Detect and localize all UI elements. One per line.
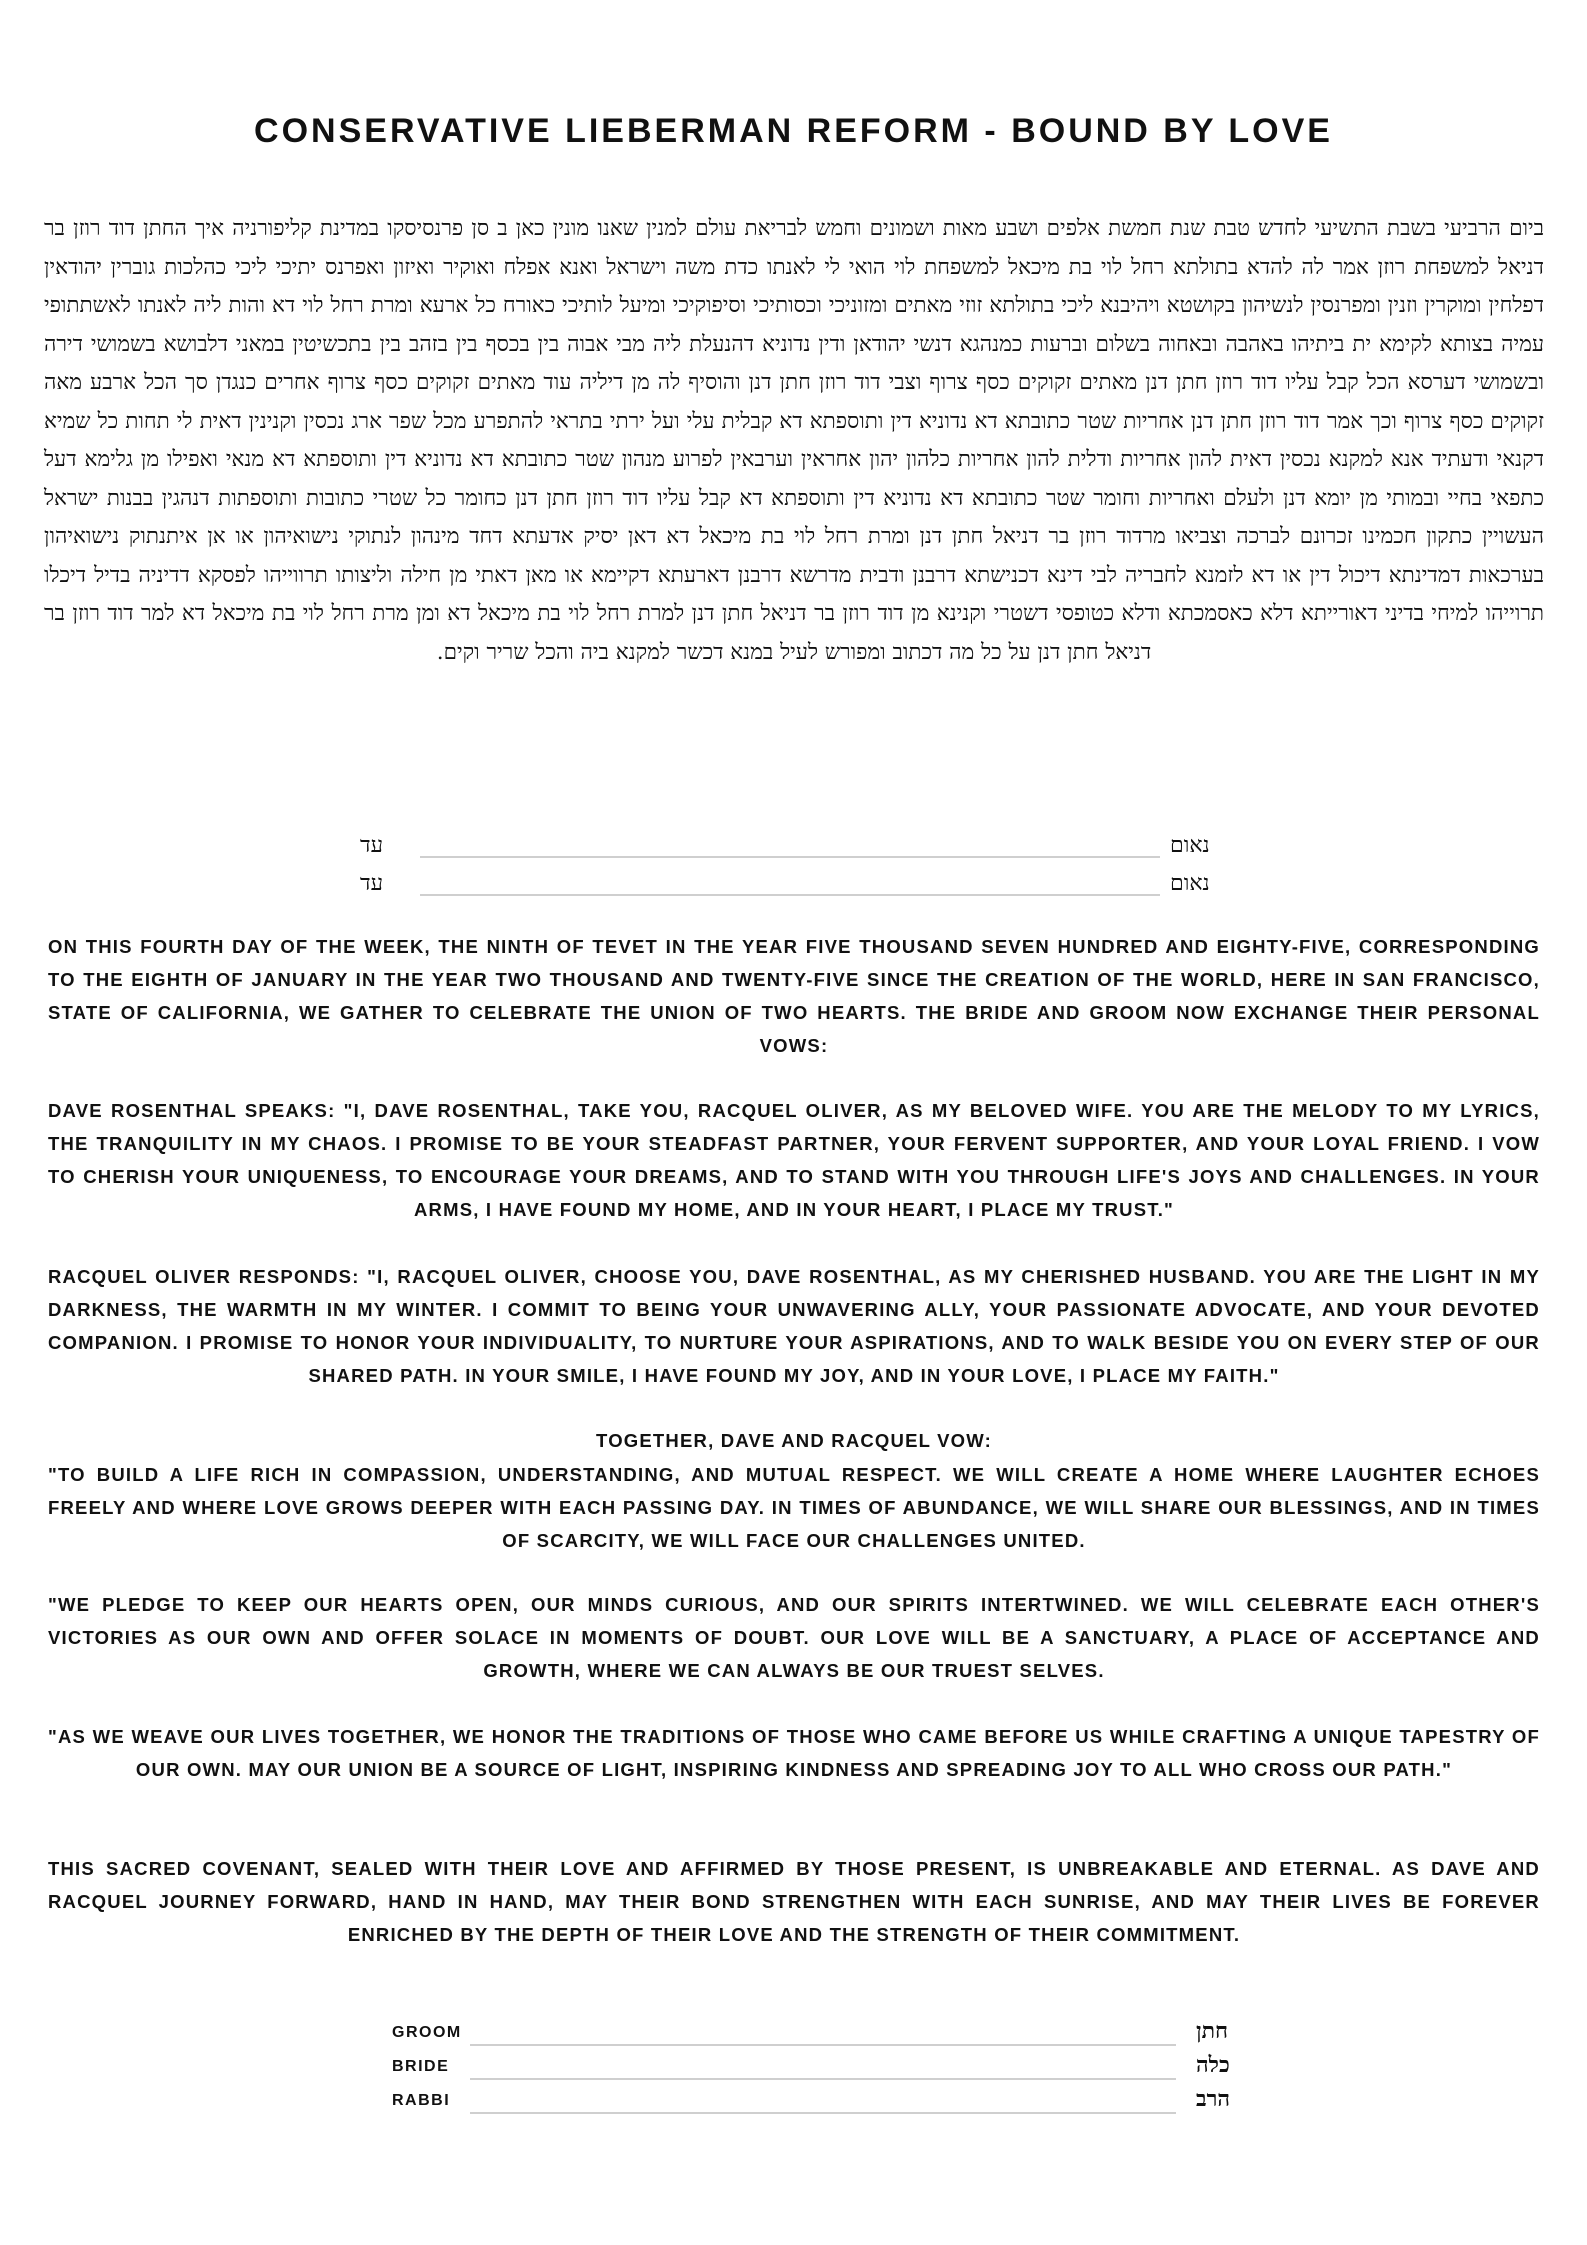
signature-label-he: כלה <box>1196 2052 1230 2078</box>
signature-label-he: חתן <box>1196 2018 1229 2044</box>
witness-label-ed: עד <box>360 871 384 896</box>
signature-groom <box>0 2016 1587 2048</box>
signature-label-he: הרב <box>1196 2086 1231 2112</box>
signature-line <box>470 2044 1176 2046</box>
signature-label-en: GROOM <box>392 2024 462 2041</box>
signature-line <box>470 2112 1176 2114</box>
hebrew-text: ביום הרביעי בשבת התשיעי לחדש טבת שנת חמשת אלפים ושבע מאות ושמונים וחמש לבריאת עולם למנין שאנו מונין כאן ב סן פרנסיסקו במדינת קליפורניה איך החתן דוד רוזן בר דניאל למשפחת רוזן אמר לה להדא בתולתא רחל לוי בת מיכאל למשפחת לוי הואי לי לאנתו כדת משה וישראל ואנא אפלח ואוקיר ואיזון ואפרנס יתיכי ליכי כהלכות גוברין יהודאין דפלחין ומוקרין וזנין ומפרנסין לנשיהון בקושטא ויהיבנא ליכי בתולתא זוזי מאתים ומזוניכי וכסותיכי וסיפוקיכי ומיעל לותיכי כאורח כל ארעא ומרת רחל לוי דא והות ליה לאנתו לאשתתופי עמיה בצותא לקימא ית ביתיהו באהבה ובאחוה בשלום וברעות כמנהגא דנשי יהודאן ודין נדוניא דהנעלת ליה מבי אבוה בין בכסף בין בזהב בין בתכשיטין במאני דלבושא בשמושי דירה ובשמושי דערסא הכל קבל עליו דוד רוזן חתן דנן מאתים זקוקים כסף צרוף וצבי דוד רוזן חתן דנן והוסיף לה מן דיליה עוד מאתים זקוקים כסף צרוף אחרים כנגדן סך הכל ארבע מאה זקוקים כסף צרוף וכך אמר דוד רוזן חתן דנן אחריות שטר כתובתא דא נדוניא דין ותוספתא דא קבלית עלי ועל ירתי בתראי להתפרע מכל שפר ארג נכסין וקנינין דאית לי תחות כל שמיא דקנאי ודעתיד אנא למקנא נכסין דאית להון אחריות ודלית להון אחריות כלהון יהון אחראין וערבאין לפרוע מנהון שטר כתובתא דא נדוניא דין ותוספתא דא מנאי ואפילו מן גלימא דעל כתפאי בחיי ובמותי מן יומא דנן ולעלם ואחריות וחומר שטר כתובתא דא נדוניא דין ותוספתא דא קבל עליו דוד רוזן חתן דנן כחומר כל שטרי כתובות ותוספתות דנהגין בבנות ישראל העשויין כתקון חכמינו זכרונם לברכה וצביאו מרדוד רוזן בר דניאל חתן דנן ומרת רחל לוי בת מיכאל דא דאן יסיק אדעתא דחד מינהון לנתוקי נישואיהון או אן איתנתוק נישואיהון בערכאות דמדינתא דיכול דין או דא לזמנא לחבריה לבי דינא דכנישתא דרבנן ודבית מדרשא דרבנן דארעתא דקיימא או מאן דאתי מן חילה וליצותו תרווייהו לפסקא דדיניה בדיל דיכלו תרוייהו למיחי בדיני דאורייתא דלא כאסמכתא ודלא כטופסי דשטרי וקנינא מן דוד רוזן בר דניאל חתן דנן למרת רחל לוי בת מיכאל דא ומן מרת רחל לוי בת מיכאל דא למר דוד רוזן בר דניאל חתן דנן על כל מה דכתוב ומפורש לעיל במנא דכשר למקנא ביה והכל שריר וקים. <box>44 216 1545 665</box>
witness-signature-line <box>420 894 1160 896</box>
dave-vow: DAVE ROSENTHAL SPEAKS: "I, DAVE ROSENTHAL, TAKE YOU, RACQUEL OLIVER, AS MY BELOVED WIFE. YOU ARE THE MELODY TO MY LYRICS, THE TRANQUILITY IN MY CHAOS. I PROMISE TO BE YOUR STEADFAST PARTNER, YOUR FERVENT SUPPORTER, AND YOUR LOYAL FRIEND. I VOW TO CHERISH YOUR UNIQUENESS, TO ENCOURAGE YOUR DREAMS, AND TO STAND WITH YOU THROUGH LIFE'S JOYS AND CHALLENGES. IN YOUR ARMS, I HAVE FOUND MY HOME, AND IN YOUR HEART, I PLACE MY TRUST." <box>48 1100 1540 1220</box>
witness-signature-line <box>420 856 1160 858</box>
signature-bride <box>0 2050 1587 2082</box>
witness-label-ed: עד <box>360 833 384 858</box>
signature-rabbi <box>0 2084 1587 2116</box>
witness-label-naom: נאום <box>1170 833 1210 858</box>
closing-paragraph: THIS SACRED COVENANT, SEALED WITH THEIR LOVE AND AFFIRMED BY THOSE PRESENT, IS UNBREAKABLE AND ETERNAL. AS DAVE AND RACQUEL JOURNEY FORWARD, HAND IN HAND, MAY THEIR BOND STRENGTHEN WITH EACH SUNRISE, AND MAY THEIR LIVES BE FOREVER ENRICHED BY THE DEPTH OF THEIR LOVE AND THE STRENGTH OF THEIR COMMITMENT. <box>48 1858 1540 1945</box>
together-vow-1: "TO BUILD A LIFE RICH IN COMPASSION, UNDERSTANDING, AND MUTUAL RESPECT. WE WILL CREATE A HOME WHERE LAUGHTER ECHOES FREELY AND WHERE LOVE GROWS DEEPER WITH EACH PASSING DAY. IN TIMES OF ABUNDANCE, WE WILL SHARE OUR BLESSINGS, AND IN TIMES OF SCARCITY, WE WILL FACE OUR CHALLENGES UNITED. <box>48 1464 1540 1551</box>
english-intro: ON THIS FOURTH DAY OF THE WEEK, THE NINTH OF TEVET IN THE YEAR FIVE THOUSAND SEVEN HUNDRED AND EIGHTY-FIVE, CORRESPONDING TO THE EIGHTH OF JANUARY IN THE YEAR TWO THOUSAND AND TWENTY-FIVE SINCE THE CREATION OF THE WORLD, HERE IN SAN FRANCISCO, STATE OF CALIFORNIA, WE GATHER TO CELEBRATE THE UNION OF TWO HEARTS. THE BRIDE AND GROOM NOW EXCHANGE THEIR PERSONAL VOWS: <box>48 936 1540 1056</box>
signature-line <box>470 2078 1176 2080</box>
signature-label-en: RABBI <box>392 2092 451 2109</box>
witness-line-2 <box>0 868 1587 902</box>
signature-label-en: BRIDE <box>392 2058 450 2075</box>
witness-line-1 <box>0 830 1587 864</box>
document-title: CONSERVATIVE LIEBERMAN REFORM - BOUND BY LOVE <box>254 112 1333 150</box>
together-vow-3: "AS WE WEAVE OUR LIVES TOGETHER, WE HONOR THE TRADITIONS OF THOSE WHO CAME BEFORE US WHILE CRAFTING A UNIQUE TAPESTRY OF OUR OWN. MAY OUR UNION BE A SOURCE OF LIGHT, INSPIRING KINDNESS AND SPREADING JOY TO ALL WHO CROSS OUR PATH." <box>48 1726 1540 1780</box>
racquel-vow: RACQUEL OLIVER RESPONDS: "I, RACQUEL OLIVER, CHOOSE YOU, DAVE ROSENTHAL, AS MY CHERISHED HUSBAND. YOU ARE THE LIGHT IN MY DARKNESS, THE WARMTH IN MY WINTER. I COMMIT TO BEING YOUR UNWAVERING ALLY, YOUR PASSIONATE ADVOCATE, AND YOUR DEVOTED COMPANION. I PROMISE TO HONOR YOUR INDIVIDUALITY, TO NURTURE YOUR ASPIRATIONS, AND TO WALK BESIDE YOU ON EVERY STEP OF OUR SHARED PATH. IN YOUR SMILE, I HAVE FOUND MY JOY, AND IN YOUR LOVE, I PLACE MY FAITH." <box>48 1266 1540 1386</box>
together-vow-2: "WE PLEDGE TO KEEP OUR HEARTS OPEN, OUR MINDS CURIOUS, AND OUR SPIRITS INTERTWINED. WE WILL CELEBRATE EACH OTHER'S VICTORIES AS OUR OWN AND OFFER SOLACE IN MOMENTS OF DOUBT. OUR LOVE WILL BE A SANCTUARY, A PLACE OF ACCEPTANCE AND GROWTH, WHERE WE CAN ALWAYS BE OUR TRUEST SELVES. <box>48 1594 1540 1681</box>
witness-label-naom: נאום <box>1170 871 1210 896</box>
together-heading: TOGETHER, DAVE AND RACQUEL VOW: <box>596 1430 992 1451</box>
